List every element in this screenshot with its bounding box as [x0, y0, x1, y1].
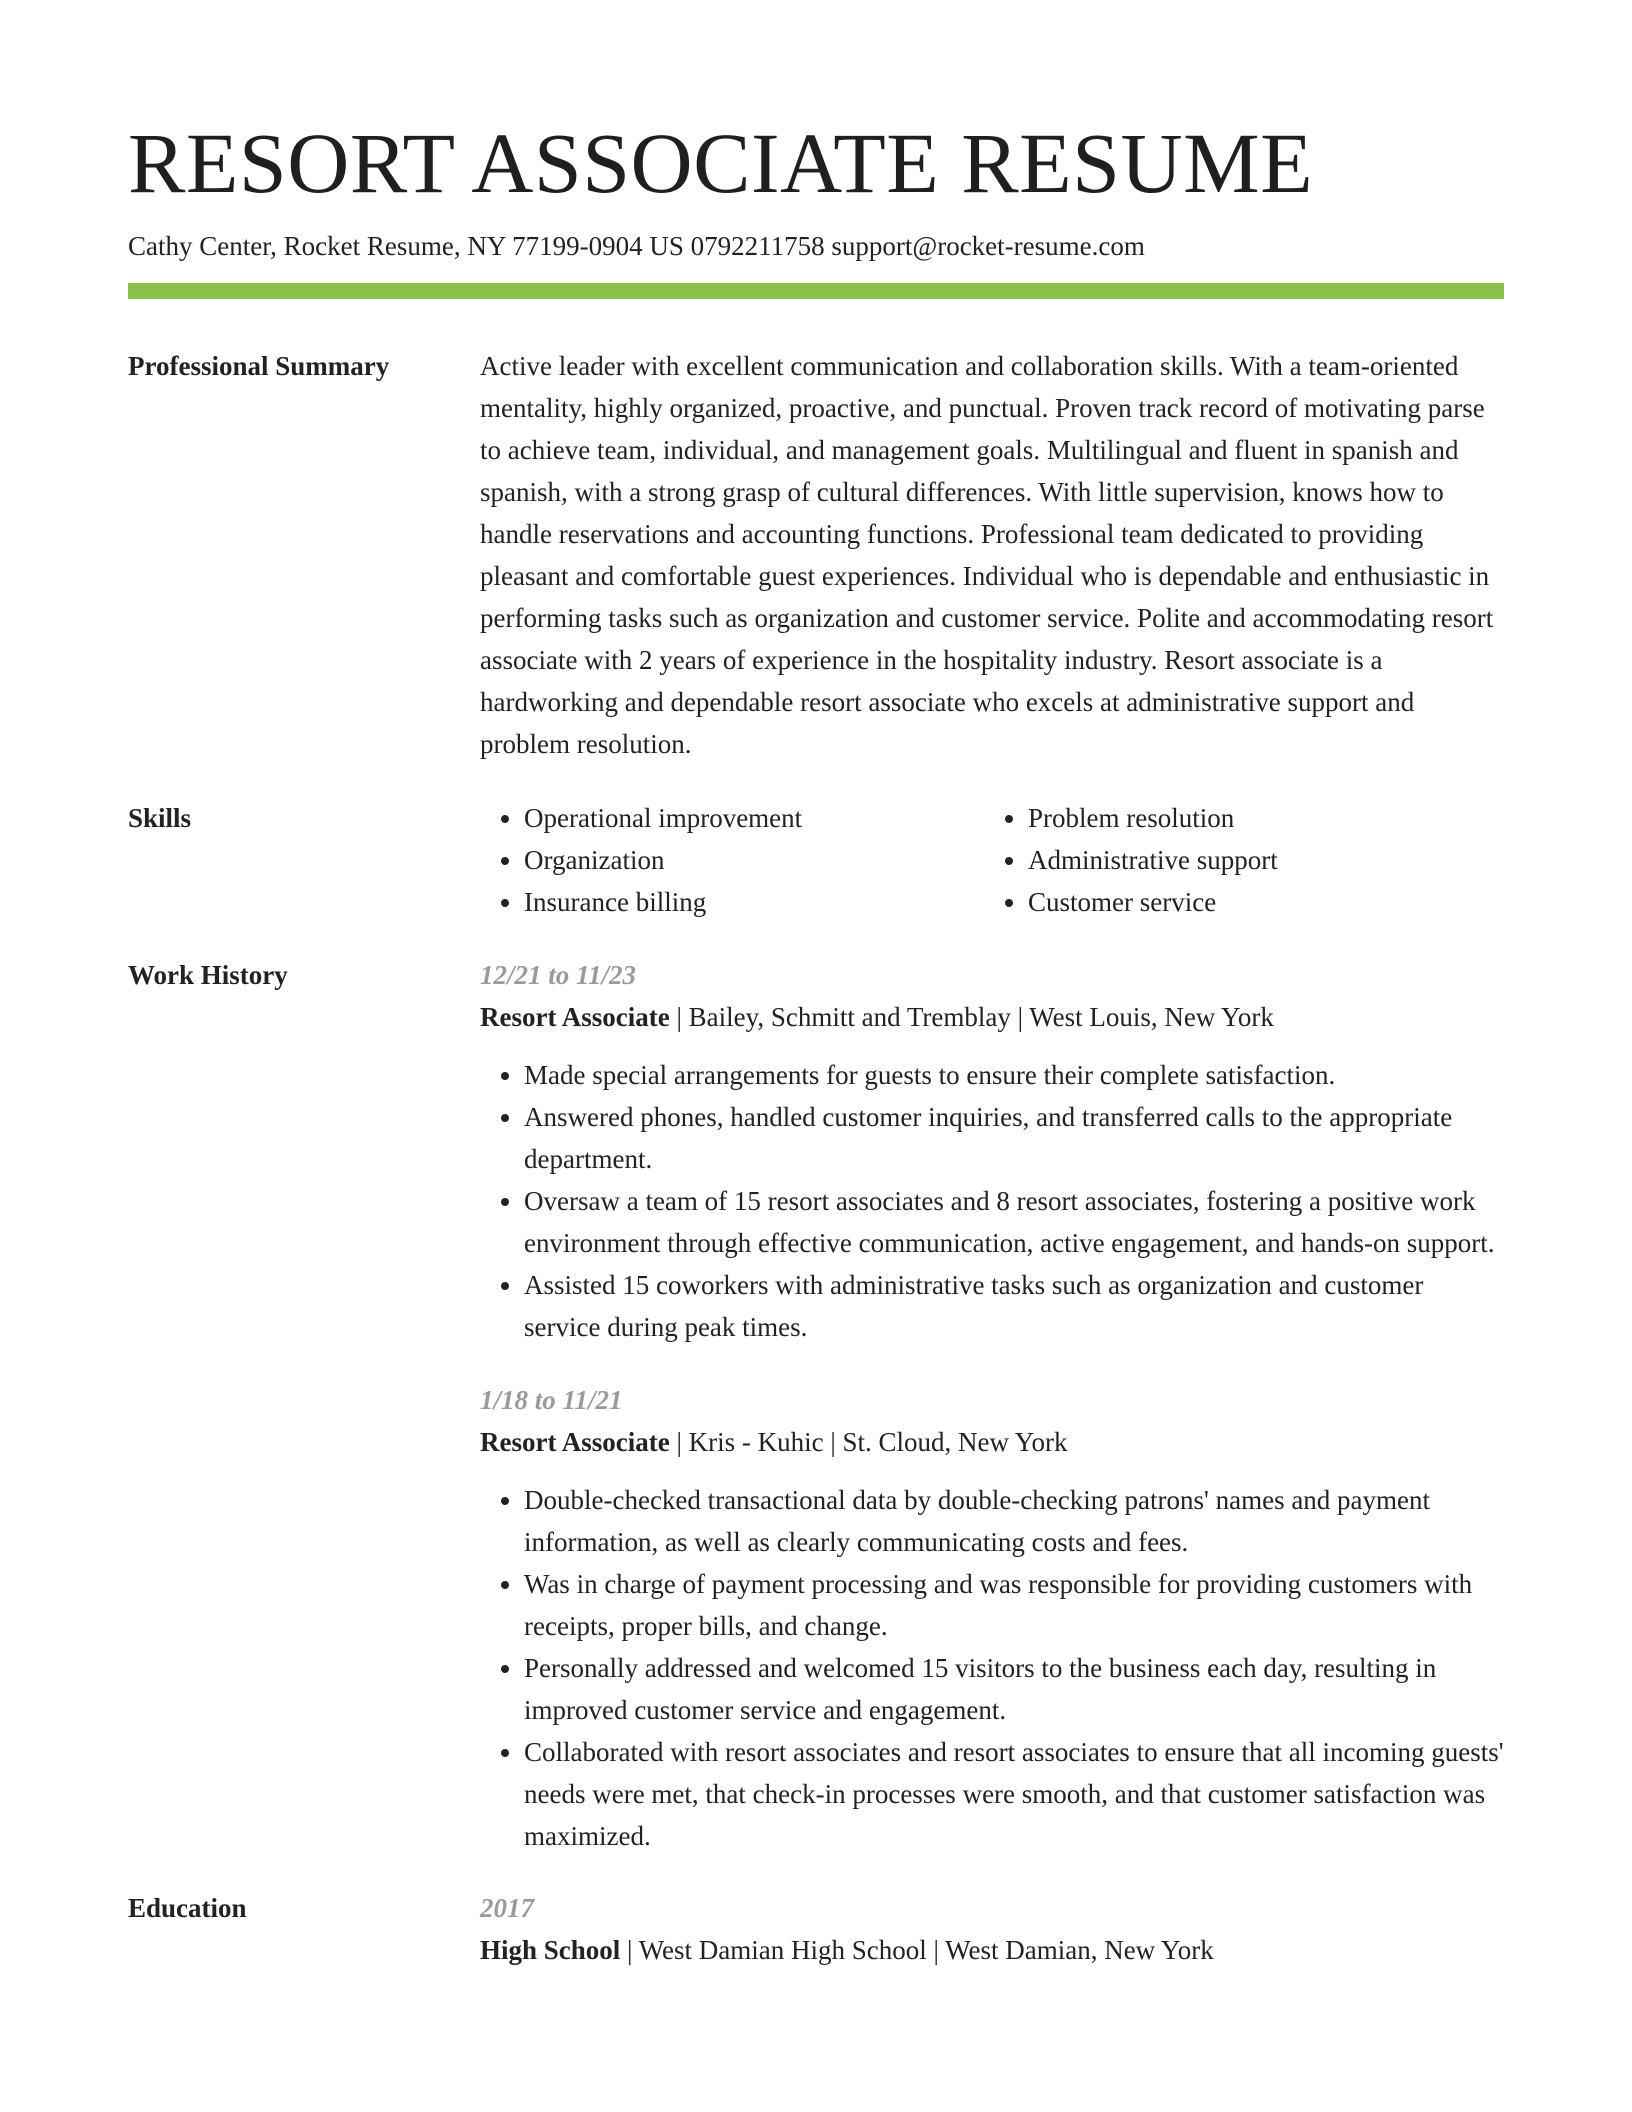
section-label-education: Education	[128, 1893, 247, 1924]
contact-info: Cathy Center, Rocket Resume, NY 77199-0904 US 0792211758 support@rocket-resume.com	[128, 231, 1145, 261]
skill-item: • Insurance billing	[524, 881, 984, 923]
skill-item: • Administrative support	[1028, 839, 1488, 881]
section-label-skills: Skills	[128, 803, 192, 834]
education-degree: High School	[480, 1935, 621, 1966]
job-bullet: • Answered phones, handled customer inquiries, and transferred calls to the appropriate department.	[524, 1096, 1504, 1180]
job-bullet: • Made special arrangements for guests to ensure their complete satisfaction.	[524, 1054, 1504, 1096]
job-bullet: • Oversaw a team of 15 resort associates and 8 resort associates, fostering a positive work environment through effective communication, active engagement, and hands-on support.	[524, 1180, 1504, 1264]
education-section	[128, 1887, 1504, 1971]
education-year: 2017	[480, 1893, 534, 1924]
skill-item: • Customer service	[1028, 881, 1488, 923]
job-entry	[480, 954, 1504, 1348]
resume-page	[128, 115, 1504, 1971]
job-bullet-list	[480, 1054, 1504, 1348]
work-history-section	[128, 954, 1504, 1857]
skills-column-2	[984, 797, 1488, 923]
skill-item: • Organization	[524, 839, 984, 881]
job-bullet: • Collaborated with resort associates and resort associates to ensure that all incoming guests' needs were met, that check-in processes were smooth, and that customer satisfaction was maximized.	[524, 1731, 1504, 1857]
job-bullet: • Was in charge of payment processing and was responsible for providing customers with receipts, proper bills, and change.	[524, 1563, 1504, 1647]
summary-text: Active leader with excellent communication and collaboration skills. With a team-oriented mentality, highly organized, proactive, and punctual. Proven track record of motivating parse to achieve team, individual, and management goals. Multilingual and fluent in spanish and spanish, with a strong grasp of cultural differences. With little supervision, knows how to handle reservations and accounting functions. Professional team dedicated to providing pleasant and comfortable guest experiences. Individual who is dependable and enthusiastic in performing tasks such as organization and customer service. Polite and accommodating resort associate with 2 years of experience in the hospitality industry. Resort associate is a hardworking and dependable resort associate who excels at administrative support and problem resolution.	[480, 351, 1494, 760]
accent-divider	[128, 283, 1504, 299]
job-employer-location: | Bailey, Schmitt and Tremblay | West Louis, New York	[669, 1002, 1274, 1033]
section-label-summary: Professional Summary	[128, 351, 390, 382]
job-bullet: • Personally addressed and welcomed 15 visitors to the business each day, resulting in improved customer service and engagement.	[524, 1647, 1504, 1731]
job-dates: 12/21 to 11/23	[480, 960, 637, 991]
job-bullet: • Double-checked transactional data by double-checking patrons' names and payment information, as well as clearly communicating costs and fees.	[524, 1479, 1504, 1563]
skills-grid	[480, 797, 1504, 923]
job-dates: 1/18 to 11/21	[480, 1385, 623, 1416]
section-label-work-history: Work History	[128, 960, 288, 991]
skills-column-1	[480, 797, 984, 923]
job-bullet: • Assisted 15 coworkers with administrative tasks such as organization and customer service during peak times.	[524, 1264, 1504, 1348]
skill-item: • Operational improvement	[524, 797, 984, 839]
resume-title: RESORT ASSOCIATE RESUME	[128, 115, 1314, 211]
job-entry	[480, 1379, 1504, 1857]
skill-item: • Problem resolution	[1028, 797, 1488, 839]
job-heading	[480, 1421, 1504, 1463]
skills-section	[128, 797, 1504, 923]
job-heading	[480, 996, 1504, 1038]
job-employer-location: | Kris - Kuhic | St. Cloud, New York	[669, 1427, 1068, 1458]
job-title: Resort Associate	[480, 1002, 670, 1033]
education-heading	[480, 1929, 1504, 1971]
job-bullet-list	[480, 1479, 1504, 1857]
job-title: Resort Associate	[480, 1427, 670, 1458]
professional-summary-section	[128, 345, 1504, 765]
education-school-location: | West Damian High School | West Damian, New York	[620, 1935, 1214, 1966]
